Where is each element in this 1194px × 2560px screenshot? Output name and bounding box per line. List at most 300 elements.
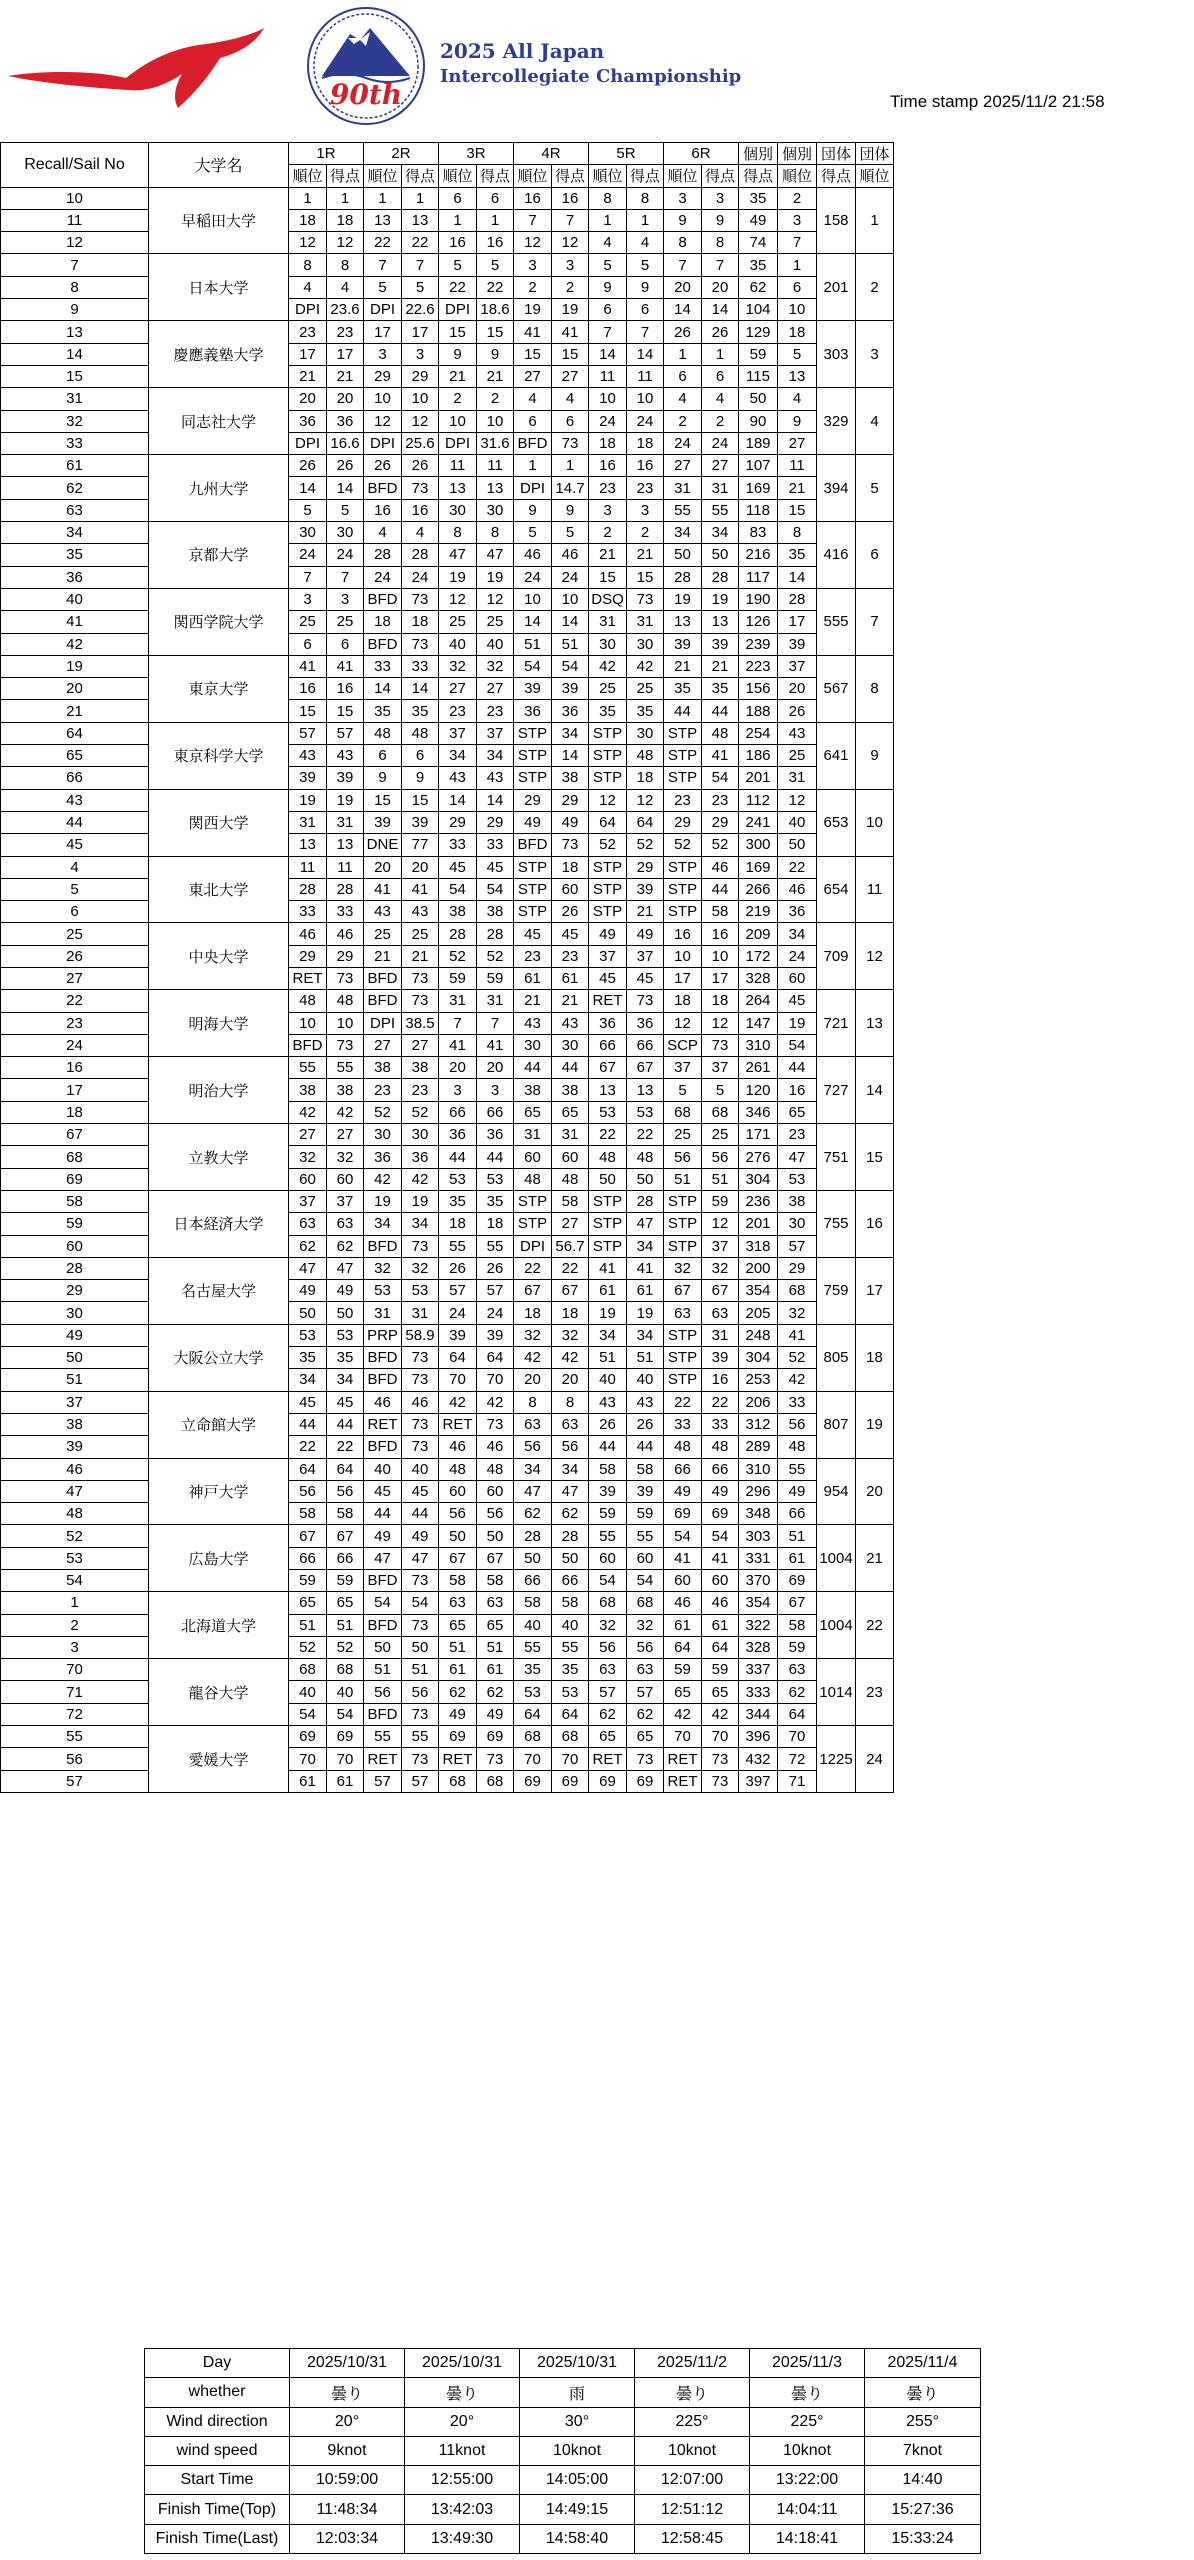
race-score-cell: 66	[327, 1547, 364, 1569]
race-score-cell: 28	[402, 544, 439, 566]
race-score-cell: 70	[702, 1726, 739, 1748]
race-rank-cell: 33	[364, 655, 402, 677]
race-rank-cell: 64	[589, 811, 627, 833]
race-rank-cell: 1	[439, 209, 477, 231]
race-score-cell: 33	[477, 834, 514, 856]
race-score-cell: 73	[402, 1235, 439, 1257]
race-rank-cell: 9	[364, 767, 402, 789]
race-rank-cell: 28	[439, 923, 477, 945]
individual-rank-cell: 6	[778, 276, 817, 298]
race-score-cell: 19	[402, 1190, 439, 1212]
race-score-cell: 61	[627, 1280, 664, 1302]
race-rank-cell: 4	[364, 522, 402, 544]
race-score-cell: 14	[477, 789, 514, 811]
race-rank-cell: 29	[289, 945, 327, 967]
race-score-cell: 52	[327, 1636, 364, 1658]
individual-score-cell: 189	[739, 432, 778, 454]
individual-score-cell: 266	[739, 878, 778, 900]
race-score-cell: 60	[552, 1146, 589, 1168]
race-rank-cell: 42	[589, 655, 627, 677]
university-name-cell: 広島大学	[149, 1525, 289, 1592]
race-score-cell: 11	[327, 856, 364, 878]
race-score-cell: 30	[552, 1034, 589, 1056]
individual-score-cell: 104	[739, 299, 778, 321]
race-rank-cell: 52	[589, 834, 627, 856]
conditions-row	[145, 2495, 981, 2524]
sub-rank: 順位	[289, 165, 327, 187]
sail-number-cell: 2	[1, 1614, 149, 1636]
race-rank-cell: 49	[589, 923, 627, 945]
individual-score-cell: 254	[739, 722, 778, 744]
race-score-cell: 57	[627, 1681, 664, 1703]
race-rank-cell: 6	[364, 745, 402, 767]
race-score-cell: 41	[327, 655, 364, 677]
race-rank-cell: 4	[664, 388, 702, 410]
race-score-cell: 27	[552, 1213, 589, 1235]
race-score-cell: 61	[552, 967, 589, 989]
sail-number-cell: 42	[1, 633, 149, 655]
race-score-cell: 18.6	[477, 299, 514, 321]
individual-rank-cell: 38	[778, 1190, 817, 1212]
race-rank-cell: 28	[289, 878, 327, 900]
race-score-cell: 29	[702, 811, 739, 833]
race-score-cell: 56.7	[552, 1235, 589, 1257]
sub-score: 得点	[702, 165, 739, 187]
individual-rank-cell: 32	[778, 1302, 817, 1324]
race-score-cell: 7	[327, 566, 364, 588]
race-score-cell: 52	[477, 945, 514, 967]
race-score-cell: 24	[552, 566, 589, 588]
race-rank-cell: 30	[514, 1034, 552, 1056]
race-score-cell: 32	[477, 655, 514, 677]
race-score-cell: 31	[702, 477, 739, 499]
race-rank-cell: 16	[289, 678, 327, 700]
race-score-cell: 1	[627, 209, 664, 231]
race-rank-cell: 23	[364, 1079, 402, 1101]
bird-logo-icon	[6, 14, 266, 118]
individual-rank-cell: 12	[778, 789, 817, 811]
team-rank-cell: 11	[856, 856, 894, 923]
race-score-cell: 45	[477, 856, 514, 878]
race-rank-cell: 50	[589, 1168, 627, 1190]
university-name-cell: 同志社大学	[149, 388, 289, 455]
race-score-cell: 55	[402, 1726, 439, 1748]
race-rank-cell: 42	[439, 1391, 477, 1413]
emblem-text: 90th	[329, 78, 403, 111]
race-rank-cell: 6	[514, 410, 552, 432]
race-rank-cell: 4	[589, 232, 627, 254]
team-rank-cell: 14	[856, 1057, 894, 1124]
race-rank-cell: 11	[289, 856, 327, 878]
table-row	[1, 1770, 894, 1792]
race-score-cell: 14	[702, 299, 739, 321]
condition-value: 15:27:36	[865, 2495, 981, 2524]
individual-rank-cell: 35	[778, 544, 817, 566]
race-rank-cell: 7	[514, 209, 552, 231]
individual-rank-cell: 47	[778, 1146, 817, 1168]
individual-score-cell: 253	[739, 1369, 778, 1391]
race-rank-cell: 44	[439, 1146, 477, 1168]
table-row	[1, 1703, 894, 1725]
race-rank-cell: 48	[514, 1168, 552, 1190]
race-score-cell: 15	[327, 700, 364, 722]
emblem-90th-icon	[304, 0, 428, 132]
individual-score-cell: 90	[739, 410, 778, 432]
race-rank-cell: 39	[664, 633, 702, 655]
race-score-cell: 73	[402, 1748, 439, 1770]
race-score-cell: 5	[402, 276, 439, 298]
race-rank-cell: 44	[289, 1413, 327, 1435]
individual-score-cell: 344	[739, 1703, 778, 1725]
race-rank-cell: 51	[364, 1659, 402, 1681]
race-rank-cell: 65	[589, 1726, 627, 1748]
race-score-cell: 34	[627, 1324, 664, 1346]
race-rank-cell: 19	[514, 299, 552, 321]
race-rank-cell: 14	[439, 789, 477, 811]
conditions-row	[145, 2524, 981, 2553]
race-score-cell: 24	[627, 410, 664, 432]
race-score-cell: 47	[327, 1257, 364, 1279]
race-rank-cell: 29	[664, 811, 702, 833]
race-rank-cell: BFD	[364, 633, 402, 655]
sail-number-cell: 56	[1, 1748, 149, 1770]
race-rank-cell: 6	[439, 187, 477, 209]
race-rank-cell: 19	[439, 566, 477, 588]
team-rank-cell: 1	[856, 187, 894, 254]
sub-rank: 順位	[514, 165, 552, 187]
sail-number-cell: 54	[1, 1570, 149, 1592]
individual-rank-cell: 61	[778, 1547, 817, 1569]
race-score-cell: 41	[627, 1257, 664, 1279]
race-score-cell: 49	[627, 923, 664, 945]
race-score-cell: 29	[327, 945, 364, 967]
table-row	[1, 1190, 894, 1212]
race-rank-cell: 51	[589, 1347, 627, 1369]
individual-rank-cell: 13	[778, 365, 817, 387]
race-rank-cell: STP	[664, 878, 702, 900]
race-rank-cell: 27	[664, 455, 702, 477]
race-rank-cell: 53	[514, 1681, 552, 1703]
team-rank-cell: 21	[856, 1525, 894, 1592]
race-rank-cell: STP	[664, 745, 702, 767]
race-rank-cell: BFD	[364, 1703, 402, 1725]
race-rank-cell: 41	[289, 655, 327, 677]
individual-score-cell: 223	[739, 655, 778, 677]
race-rank-cell: 46	[364, 1391, 402, 1413]
race-rank-cell: 36	[289, 410, 327, 432]
race-rank-cell: 25	[589, 678, 627, 700]
race-rank-cell: 56	[439, 1503, 477, 1525]
race-rank-cell: DPI	[439, 299, 477, 321]
table-row	[1, 1480, 894, 1502]
race-score-cell: 39	[702, 633, 739, 655]
race-rank-cell: BFD	[364, 990, 402, 1012]
individual-score-cell: 239	[739, 633, 778, 655]
race-rank-cell: 18	[439, 1213, 477, 1235]
race-score-cell: 50	[402, 1636, 439, 1658]
table-row	[1, 1681, 894, 1703]
race-score-cell: 21	[627, 544, 664, 566]
individual-score-cell: 50	[739, 388, 778, 410]
condition-value: 30°	[520, 2407, 635, 2436]
race-score-cell: 31	[552, 1124, 589, 1146]
race-rank-cell: 24	[364, 566, 402, 588]
race-score-cell: 57	[477, 1280, 514, 1302]
condition-value: 10knot	[635, 2436, 750, 2465]
race-rank-cell: 3	[514, 254, 552, 276]
col-individual: 個別	[739, 143, 778, 165]
table-row	[1, 1280, 894, 1302]
race-score-cell: 13	[477, 477, 514, 499]
condition-value: 2025/11/4	[865, 2349, 981, 2378]
race-rank-cell: STP	[589, 722, 627, 744]
condition-value: 12:58:45	[635, 2524, 750, 2553]
race-rank-cell: STP	[664, 1235, 702, 1257]
table-row	[1, 232, 894, 254]
table-row	[1, 655, 894, 677]
race-score-cell: 19	[627, 1302, 664, 1324]
condition-value: 12:07:00	[635, 2466, 750, 2495]
race-rank-cell: 69	[664, 1503, 702, 1525]
table-row	[1, 499, 894, 521]
table-row	[1, 678, 894, 700]
race-score-cell: 37	[477, 722, 514, 744]
race-score-cell: 29	[402, 365, 439, 387]
race-score-cell: 4	[702, 388, 739, 410]
race-score-cell: 20	[402, 856, 439, 878]
race-rank-cell: 28	[364, 544, 402, 566]
race-rank-cell: 54	[439, 878, 477, 900]
race-score-cell: 73	[627, 588, 664, 610]
sail-number-cell: 36	[1, 566, 149, 588]
individual-score-cell: 49	[739, 209, 778, 231]
race-score-cell: 43	[402, 901, 439, 923]
table-row	[1, 1369, 894, 1391]
race-rank-cell: 18	[589, 432, 627, 454]
individual-rank-cell: 23	[778, 1124, 817, 1146]
race-rank-cell: 56	[589, 1636, 627, 1658]
race-rank-cell: 25	[364, 923, 402, 945]
race-rank-cell: 2	[514, 276, 552, 298]
race-rank-cell: 22	[664, 1391, 702, 1413]
race-rank-cell: 21	[289, 365, 327, 387]
race-rank-cell: 19	[364, 1190, 402, 1212]
sail-number-cell: 8	[1, 276, 149, 298]
table-row	[1, 321, 894, 343]
race-score-cell: 21	[402, 945, 439, 967]
race-score-cell: 31	[327, 811, 364, 833]
race-score-cell: 55	[627, 1525, 664, 1547]
page-title	[440, 38, 741, 90]
individual-rank-cell: 19	[778, 1012, 817, 1034]
table-row	[1, 299, 894, 321]
race-score-cell: 58.9	[402, 1324, 439, 1346]
race-score-cell: 73	[402, 1570, 439, 1592]
sail-number-cell: 64	[1, 722, 149, 744]
individual-rank-cell: 2	[778, 187, 817, 209]
race-score-cell: 43	[627, 1391, 664, 1413]
sail-number-cell: 28	[1, 1257, 149, 1279]
race-score-cell: 9	[627, 276, 664, 298]
race-score-cell: 54	[552, 655, 589, 677]
race-score-cell: 64	[327, 1458, 364, 1480]
condition-label: Start Time	[145, 2466, 290, 2495]
race-rank-cell: 63	[589, 1659, 627, 1681]
team-rank-cell: 6	[856, 522, 894, 589]
individual-score-cell: 310	[739, 1034, 778, 1056]
condition-value: 20°	[405, 2407, 520, 2436]
race-score-cell: 64	[702, 1636, 739, 1658]
table-row	[1, 1413, 894, 1435]
race-rank-cell: RET	[289, 967, 327, 989]
table-row	[1, 1168, 894, 1190]
race-score-cell: 8	[327, 254, 364, 276]
col-team: 団体	[856, 143, 894, 165]
sail-number-cell: 20	[1, 678, 149, 700]
race-score-cell: 63	[477, 1592, 514, 1614]
race-rank-cell: 31	[514, 1124, 552, 1146]
race-rank-cell: 30	[589, 633, 627, 655]
race-rank-cell: 6	[289, 633, 327, 655]
race-rank-cell: DPI	[439, 432, 477, 454]
individual-rank-cell: 49	[778, 1480, 817, 1502]
race-rank-cell: 45	[514, 923, 552, 945]
race-score-cell: 30	[477, 499, 514, 521]
team-score-cell: 759	[817, 1257, 856, 1324]
race-rank-cell: 23	[439, 700, 477, 722]
race-rank-cell: 11	[589, 365, 627, 387]
race-score-cell: 43	[477, 767, 514, 789]
condition-value: 9knot	[290, 2436, 405, 2465]
team-rank-cell: 19	[856, 1391, 894, 1458]
table-row	[1, 1124, 894, 1146]
race-score-cell: 73	[552, 432, 589, 454]
race-score-cell: 67	[477, 1547, 514, 1569]
race-rank-cell: 23	[289, 321, 327, 343]
race-score-cell: 44	[627, 1436, 664, 1458]
race-score-cell: 73	[327, 1034, 364, 1056]
race-rank-cell: 21	[514, 990, 552, 1012]
col-individual: 個別	[778, 143, 817, 165]
race-rank-cell: 55	[664, 499, 702, 521]
race-rank-cell: 57	[589, 1681, 627, 1703]
table-row	[1, 901, 894, 923]
table-row	[1, 1146, 894, 1168]
race-score-cell: 53	[552, 1681, 589, 1703]
team-score-cell: 805	[817, 1324, 856, 1391]
race-rank-cell: 5	[664, 1079, 702, 1101]
condition-label: Day	[145, 2349, 290, 2378]
race-score-cell: 1	[477, 209, 514, 231]
race-score-cell: 34	[552, 1458, 589, 1480]
individual-rank-cell: 10	[778, 299, 817, 321]
race-score-cell: 69	[627, 1770, 664, 1792]
race-rank-cell: 12	[439, 588, 477, 610]
individual-rank-cell: 17	[778, 611, 817, 633]
individual-score-cell: 318	[739, 1235, 778, 1257]
race-score-cell: 68	[702, 1101, 739, 1123]
condition-value: 14:40	[865, 2466, 981, 2495]
team-score-cell: 1014	[817, 1659, 856, 1726]
race-rank-cell: 13	[289, 834, 327, 856]
table-row	[1, 1034, 894, 1056]
race-rank-cell: 9	[664, 209, 702, 231]
race-rank-cell: 38	[289, 1079, 327, 1101]
header-row-1	[1, 143, 894, 165]
individual-rank-cell: 1	[778, 254, 817, 276]
race-rank-cell: STP	[514, 745, 552, 767]
race-score-cell: 52	[702, 834, 739, 856]
race-score-cell: 5	[327, 499, 364, 521]
race-rank-cell: 20	[439, 1057, 477, 1079]
race-score-cell: 58	[627, 1458, 664, 1480]
race-score-cell: 30	[627, 722, 664, 744]
race-score-cell: 26	[402, 455, 439, 477]
race-score-cell: 2	[477, 388, 514, 410]
race-score-cell: 73	[477, 1413, 514, 1435]
race-rank-cell: 10	[514, 588, 552, 610]
individual-score-cell: 115	[739, 365, 778, 387]
race-rank-cell: 38	[439, 901, 477, 923]
race-score-cell: 26	[552, 901, 589, 923]
condition-value: 15:33:24	[865, 2524, 981, 2553]
race-rank-cell: 65	[439, 1614, 477, 1636]
race-score-cell: 3	[552, 254, 589, 276]
race-rank-cell: 25	[289, 611, 327, 633]
individual-rank-cell: 44	[778, 1057, 817, 1079]
condition-value: 曇り	[405, 2378, 520, 2407]
race-rank-cell: 3	[439, 1079, 477, 1101]
race-rank-cell: 66	[589, 1034, 627, 1056]
race-score-cell: 16	[702, 923, 739, 945]
sail-number-cell: 67	[1, 1124, 149, 1146]
team-score-cell: 329	[817, 388, 856, 455]
col-recall-sail: Recall/Sail No	[1, 143, 149, 188]
race-rank-cell: 61	[439, 1659, 477, 1681]
race-score-cell: 36	[552, 700, 589, 722]
race-rank-cell: BFD	[364, 1347, 402, 1369]
race-score-cell: 62	[477, 1681, 514, 1703]
table-row	[1, 811, 894, 833]
team-rank-cell: 8	[856, 655, 894, 722]
race-rank-cell: 25	[439, 611, 477, 633]
race-rank-cell: 28	[514, 1525, 552, 1547]
race-rank-cell: 34	[514, 1458, 552, 1480]
table-row	[1, 410, 894, 432]
race-rank-cell: 58	[439, 1570, 477, 1592]
race-score-cell: 70	[552, 1748, 589, 1770]
race-rank-cell: 67	[289, 1525, 327, 1547]
race-rank-cell: 12	[514, 232, 552, 254]
race-score-cell: 50	[552, 1547, 589, 1569]
race-score-cell: 20	[552, 1369, 589, 1391]
condition-value: 2025/10/31	[405, 2349, 520, 2378]
race-rank-cell: 39	[289, 767, 327, 789]
individual-rank-cell: 66	[778, 1503, 817, 1525]
race-score-cell: 14	[552, 611, 589, 633]
race-score-cell: 42	[402, 1168, 439, 1190]
page-header	[0, 0, 1194, 140]
table-row	[1, 522, 894, 544]
sail-number-cell: 53	[1, 1547, 149, 1569]
race-rank-cell: 41	[514, 321, 552, 343]
race-score-cell: 41	[702, 745, 739, 767]
race-score-cell: 45	[627, 967, 664, 989]
race-score-cell: 73	[702, 1034, 739, 1056]
race-score-cell: 65	[552, 1101, 589, 1123]
race-rank-cell: 53	[589, 1101, 627, 1123]
individual-score-cell: 304	[739, 1168, 778, 1190]
